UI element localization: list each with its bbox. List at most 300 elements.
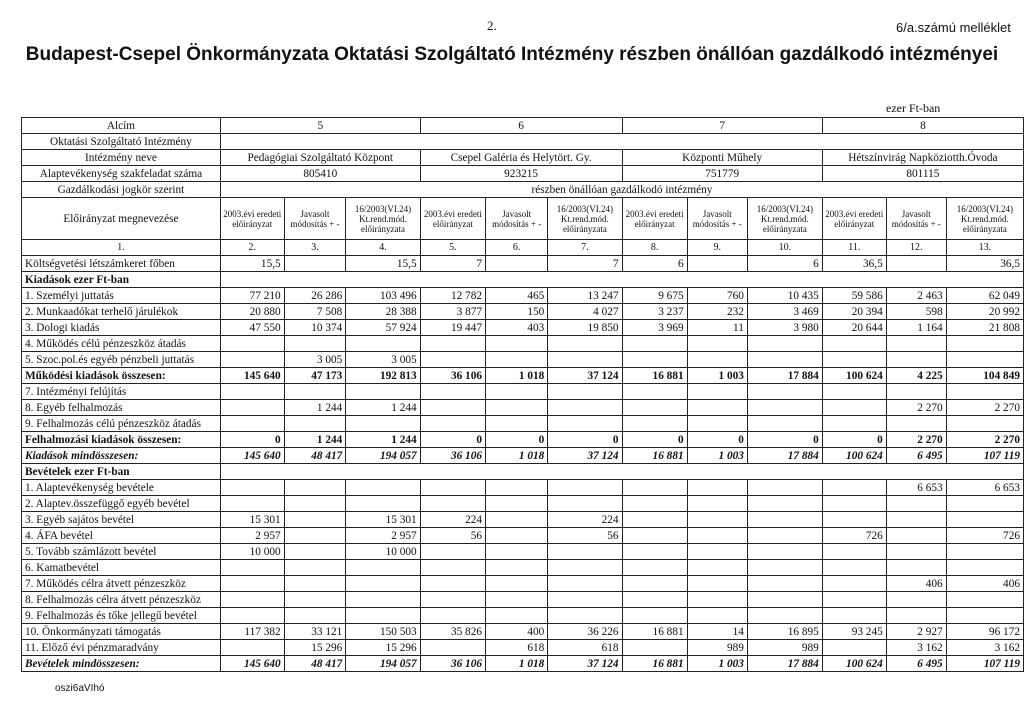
table-cell	[822, 352, 886, 368]
table-cell	[687, 592, 747, 608]
alcim-row	[22, 118, 1024, 134]
column-number: 1.	[22, 240, 221, 256]
row-label: 2. Munkaadókat terhelő járulékok	[22, 304, 221, 320]
table-cell: 107 119	[946, 656, 1023, 672]
budget-table	[21, 117, 1024, 672]
column-number-row	[22, 240, 1024, 256]
table-cell	[220, 608, 284, 624]
table-cell	[220, 576, 284, 592]
table-cell: 598	[886, 304, 946, 320]
table-cell	[284, 592, 346, 608]
table-cell: 400	[486, 624, 548, 640]
table-cell: 194 057	[346, 448, 420, 464]
table-cell	[946, 544, 1023, 560]
row-label: Bevételek ezer Ft-ban	[22, 464, 221, 480]
table-cell: 224	[548, 512, 622, 528]
table-cell: 26 286	[284, 288, 346, 304]
table-cell	[486, 608, 548, 624]
table-cell	[747, 528, 822, 544]
task-1: 805410	[220, 166, 420, 182]
table-cell	[420, 640, 485, 656]
table-cell: 145 640	[220, 368, 284, 384]
table-cell	[822, 544, 886, 560]
table-cell	[747, 576, 822, 592]
table-cell: 48 417	[284, 656, 346, 672]
table-cell	[346, 592, 420, 608]
table-cell: 1 003	[687, 448, 747, 464]
table-cell	[548, 496, 622, 512]
institution-label: Intézmény neve	[22, 150, 221, 166]
table-cell	[822, 640, 886, 656]
table-cell	[346, 576, 420, 592]
table-cell	[886, 496, 946, 512]
table-cell: 0	[822, 432, 886, 448]
table-cell: 59 586	[822, 288, 886, 304]
table-row	[22, 368, 1024, 384]
column-number: 5.	[420, 240, 485, 256]
subheader-cell: 2003.évi eredeti előirányzat	[822, 198, 886, 240]
table-cell: 19 447	[420, 320, 485, 336]
table-cell: 47 550	[220, 320, 284, 336]
row-label: 9. Felhalmozás célú pénzeszköz átadás	[22, 416, 221, 432]
row-label: 5. Szoc.pol.és egyéb pénzbeli juttatás	[22, 352, 221, 368]
table-cell: 2 957	[220, 528, 284, 544]
table-cell	[822, 400, 886, 416]
column-number: 4.	[346, 240, 420, 256]
subheader-cell: 16/2003(VI.24) Kt.rend.mód. előirányzata	[946, 198, 1023, 240]
table-cell	[747, 496, 822, 512]
table-row	[22, 480, 1024, 496]
table-cell: 0	[687, 432, 747, 448]
table-cell	[946, 496, 1023, 512]
table-cell: 2 463	[886, 288, 946, 304]
subheader-cell: Javasolt módosítás + -	[486, 198, 548, 240]
subheader-cell: Javasolt módosítás + -	[284, 198, 346, 240]
unit-label: ezer Ft-ban	[886, 101, 941, 115]
table-body	[22, 118, 1024, 672]
table-cell	[747, 592, 822, 608]
table-cell: 11	[687, 320, 747, 336]
table-cell: 103 496	[346, 288, 420, 304]
institution-4: Hétszínvirág Napköziotth.Óvoda	[822, 150, 1023, 166]
table-cell: 2 927	[886, 624, 946, 640]
table-cell	[284, 416, 346, 432]
table-cell: 192 813	[346, 368, 420, 384]
table-cell: 3 469	[747, 304, 822, 320]
table-cell: 0	[548, 432, 622, 448]
table-cell: 47 173	[284, 368, 346, 384]
table-cell	[284, 384, 346, 400]
table-cell	[420, 592, 485, 608]
table-cell: 15 301	[346, 512, 420, 528]
table-cell: 37 124	[548, 448, 622, 464]
table-cell	[687, 256, 747, 272]
table-cell: 3 162	[946, 640, 1023, 656]
table-cell	[346, 416, 420, 432]
row-label: 5. Tovább számlázott bevétel	[22, 544, 221, 560]
table-cell	[622, 608, 687, 624]
table-cell	[946, 560, 1023, 576]
table-row	[22, 560, 1024, 576]
table-cell: 96 172	[946, 624, 1023, 640]
table-cell: 100 624	[822, 368, 886, 384]
table-cell: 56	[420, 528, 485, 544]
table-cell: 104 849	[946, 368, 1023, 384]
table-cell: 1 244	[346, 400, 420, 416]
row-label: 7. Működés célra átvett pénzeszköz	[22, 576, 221, 592]
row-label: Kiadások mindösszesen:	[22, 448, 221, 464]
table-cell: 3 237	[622, 304, 687, 320]
table-cell: 6	[622, 256, 687, 272]
section-blank	[220, 464, 1023, 480]
mgmt-value: részben önállóan gazdálkodó intézmény	[220, 182, 1023, 198]
table-cell: 232	[687, 304, 747, 320]
table-cell	[548, 416, 622, 432]
table-cell: 9 675	[622, 288, 687, 304]
table-cell: 36,5	[946, 256, 1023, 272]
column-number: 2.	[220, 240, 284, 256]
table-cell	[420, 416, 485, 432]
table-cell: 16 881	[622, 448, 687, 464]
table-cell	[747, 400, 822, 416]
table-cell	[420, 496, 485, 512]
table-cell	[822, 592, 886, 608]
subheader-cell: Javasolt módosítás + -	[687, 198, 747, 240]
table-cell	[486, 496, 548, 512]
table-cell	[486, 576, 548, 592]
alcim-5: 5	[220, 118, 420, 134]
table-cell: 7	[420, 256, 485, 272]
table-cell	[886, 544, 946, 560]
document-title: Budapest-Csepel Önkormányzata Oktatási Szolgáltató Intézmény részben önállóan gazdálkodó intézményei	[25, 44, 999, 65]
table-cell	[486, 416, 548, 432]
table-cell	[622, 560, 687, 576]
table-cell	[946, 416, 1023, 432]
row-label: Kiadások ezer Ft-ban	[22, 272, 221, 288]
table-cell	[420, 576, 485, 592]
table-cell: 726	[946, 528, 1023, 544]
task-label: Alaptevékenység szakfeladat száma	[22, 166, 221, 182]
table-cell: 2 270	[886, 400, 946, 416]
table-cell	[486, 256, 548, 272]
table-cell	[486, 560, 548, 576]
table-row	[22, 576, 1024, 592]
table-row	[22, 416, 1024, 432]
table-cell	[486, 384, 548, 400]
table-row	[22, 320, 1024, 336]
table-cell: 1 018	[486, 368, 548, 384]
table-cell	[284, 544, 346, 560]
table-row	[22, 336, 1024, 352]
mgmt-label: Gazdálkodási jogkör szerint	[22, 182, 221, 198]
institution-3: Központi Műhely	[622, 150, 822, 166]
table-row	[22, 384, 1024, 400]
table-cell: 21 808	[946, 320, 1023, 336]
table-cell: 56	[548, 528, 622, 544]
mgmt-row	[22, 182, 1024, 198]
row-label: Költségvetési létszámkeret főben	[22, 256, 221, 272]
row-label: 1. Alaptevékenység bevétele	[22, 480, 221, 496]
table-cell: 6 495	[886, 656, 946, 672]
table-cell: 10 435	[747, 288, 822, 304]
table-cell	[747, 544, 822, 560]
table-cell	[622, 336, 687, 352]
table-cell	[687, 416, 747, 432]
table-cell: 4 027	[548, 304, 622, 320]
table-row	[22, 640, 1024, 656]
table-cell	[687, 496, 747, 512]
table-cell	[284, 336, 346, 352]
table-cell: 403	[486, 320, 548, 336]
table-cell	[822, 608, 886, 624]
table-cell	[886, 352, 946, 368]
table-cell	[548, 480, 622, 496]
table-cell	[747, 384, 822, 400]
table-cell	[687, 352, 747, 368]
table-cell: 10 000	[220, 544, 284, 560]
table-cell	[420, 400, 485, 416]
table-cell	[747, 560, 822, 576]
table-cell: 36 106	[420, 656, 485, 672]
table-cell: 10 374	[284, 320, 346, 336]
table-row	[22, 656, 1024, 672]
task-2: 923215	[420, 166, 622, 182]
table-cell	[886, 256, 946, 272]
table-cell: 6	[747, 256, 822, 272]
row-label: 1. Személyi juttatás	[22, 288, 221, 304]
subheader-cell: 2003.évi eredeti előirányzat	[420, 198, 485, 240]
table-cell: 20 992	[946, 304, 1023, 320]
table-row	[22, 448, 1024, 464]
table-cell	[220, 416, 284, 432]
table-row	[22, 592, 1024, 608]
table-cell	[420, 352, 485, 368]
row-label: 3. Egyéb sajátos bevétel	[22, 512, 221, 528]
table-cell	[747, 416, 822, 432]
table-cell	[220, 560, 284, 576]
row-label: 7. Intézményi felújítás	[22, 384, 221, 400]
column-number: 11.	[822, 240, 886, 256]
alcim-label: Alcím	[22, 118, 221, 134]
table-cell: 989	[747, 640, 822, 656]
table-cell	[747, 512, 822, 528]
alcim-7: 7	[622, 118, 822, 134]
column-number: 7.	[548, 240, 622, 256]
table-cell	[687, 560, 747, 576]
table-cell: 145 640	[220, 656, 284, 672]
table-cell	[622, 400, 687, 416]
table-cell: 0	[747, 432, 822, 448]
table-cell: 36 106	[420, 448, 485, 464]
table-cell	[946, 592, 1023, 608]
table-cell	[220, 384, 284, 400]
table-cell	[346, 384, 420, 400]
table-cell	[886, 384, 946, 400]
table-row	[22, 272, 1024, 288]
table-cell: 36 226	[548, 624, 622, 640]
table-cell	[420, 384, 485, 400]
table-cell: 10 000	[346, 544, 420, 560]
annex-label: 6/a.számú melléklet	[896, 20, 1011, 35]
table-cell	[822, 512, 886, 528]
table-cell	[548, 352, 622, 368]
table-cell: 2 270	[946, 400, 1023, 416]
table-cell: 48 417	[284, 448, 346, 464]
table-cell	[548, 608, 622, 624]
table-cell	[946, 608, 1023, 624]
table-cell	[687, 384, 747, 400]
org-blank	[220, 134, 1023, 150]
table-cell: 37 124	[548, 368, 622, 384]
table-cell	[886, 560, 946, 576]
table-row	[22, 528, 1024, 544]
table-cell	[822, 336, 886, 352]
column-number: 12.	[886, 240, 946, 256]
table-cell: 145 640	[220, 448, 284, 464]
table-cell	[622, 480, 687, 496]
table-cell	[548, 400, 622, 416]
institution-2: Csepel Galéria és Helytört. Gy.	[420, 150, 622, 166]
table-cell: 13 247	[548, 288, 622, 304]
table-cell: 28 388	[346, 304, 420, 320]
table-cell	[747, 352, 822, 368]
subheader-cell: 16/2003(VI.24) Kt.rend.mód. előirányzata	[346, 198, 420, 240]
table-cell	[486, 400, 548, 416]
table-cell: 465	[486, 288, 548, 304]
subheader-cell: 16/2003(VI.24) Kt.rend.mód. előirányzata	[747, 198, 822, 240]
table-cell: 1 003	[687, 368, 747, 384]
table-cell: 14	[687, 624, 747, 640]
table-cell: 107 119	[946, 448, 1023, 464]
table-cell: 17 884	[747, 656, 822, 672]
table-row	[22, 288, 1024, 304]
row-label: 8. Egyéb felhalmozás	[22, 400, 221, 416]
table-cell	[687, 528, 747, 544]
table-cell	[822, 576, 886, 592]
table-cell: 36 106	[420, 368, 485, 384]
table-cell	[486, 528, 548, 544]
table-cell	[622, 512, 687, 528]
table-cell	[622, 640, 687, 656]
table-cell: 15 301	[220, 512, 284, 528]
table-cell	[886, 608, 946, 624]
table-cell: 12 782	[420, 288, 485, 304]
org-row	[22, 134, 1024, 150]
row-label: 6. Kamatbevétel	[22, 560, 221, 576]
table-cell	[486, 544, 548, 560]
alcim-8: 8	[822, 118, 1023, 134]
table-cell	[284, 256, 346, 272]
table-cell	[346, 336, 420, 352]
table-cell: 57 924	[346, 320, 420, 336]
table-cell: 760	[687, 288, 747, 304]
table-cell	[220, 592, 284, 608]
table-cell: 93 245	[822, 624, 886, 640]
table-cell: 33 121	[284, 624, 346, 640]
table-cell	[220, 640, 284, 656]
table-cell	[886, 416, 946, 432]
table-row	[22, 496, 1024, 512]
row-label: 10. Önkormányzati támogatás	[22, 624, 221, 640]
column-number: 10.	[747, 240, 822, 256]
table-cell	[346, 496, 420, 512]
table-cell: 3 980	[747, 320, 822, 336]
org-label: Oktatási Szolgáltató Intézmény	[22, 134, 221, 150]
table-cell	[886, 336, 946, 352]
table-cell	[622, 544, 687, 560]
table-cell: 2 270	[886, 432, 946, 448]
table-cell: 62 049	[946, 288, 1023, 304]
table-cell: 35 826	[420, 624, 485, 640]
subheader-row	[22, 198, 1024, 240]
institution-row	[22, 150, 1024, 166]
alcim-6: 6	[420, 118, 622, 134]
row-label: 3. Dologi kiadás	[22, 320, 221, 336]
table-cell	[687, 576, 747, 592]
task-row	[22, 166, 1024, 182]
table-cell	[346, 608, 420, 624]
table-cell: 3 005	[284, 352, 346, 368]
table-cell	[687, 480, 747, 496]
table-cell: 77 210	[220, 288, 284, 304]
table-cell	[747, 608, 822, 624]
table-cell: 0	[486, 432, 548, 448]
table-cell: 1 018	[486, 656, 548, 672]
table-cell: 6 495	[886, 448, 946, 464]
table-cell	[622, 416, 687, 432]
table-cell: 0	[622, 432, 687, 448]
table-cell: 7	[548, 256, 622, 272]
row-label: 4. ÁFA bevétel	[22, 528, 221, 544]
table-cell: 1 244	[346, 432, 420, 448]
subheader-cell: 2003.évi eredeti előirányzat	[220, 198, 284, 240]
table-cell	[622, 384, 687, 400]
table-cell	[687, 400, 747, 416]
table-cell	[420, 608, 485, 624]
table-cell	[486, 512, 548, 528]
table-row	[22, 256, 1024, 272]
table-cell	[420, 336, 485, 352]
table-cell	[346, 560, 420, 576]
table-row	[22, 464, 1024, 480]
table-cell: 194 057	[346, 656, 420, 672]
column-number: 8.	[622, 240, 687, 256]
table-cell	[747, 480, 822, 496]
table-row	[22, 400, 1024, 416]
table-cell	[284, 480, 346, 496]
table-cell	[346, 480, 420, 496]
table-cell: 36,5	[822, 256, 886, 272]
table-cell: 100 624	[822, 656, 886, 672]
task-4: 801115	[822, 166, 1023, 182]
table-cell: 117 382	[220, 624, 284, 640]
table-cell: 3 969	[622, 320, 687, 336]
table-cell	[220, 400, 284, 416]
task-3: 751779	[622, 166, 822, 182]
table-cell: 1 244	[284, 432, 346, 448]
table-cell	[486, 336, 548, 352]
table-cell	[886, 528, 946, 544]
table-cell	[822, 480, 886, 496]
table-cell: 1 244	[284, 400, 346, 416]
table-cell: 1 018	[486, 448, 548, 464]
table-cell: 406	[946, 576, 1023, 592]
column-number: 9.	[687, 240, 747, 256]
subheader-cell: 16/2003(VI.24) Kt.rend.mód. előirányzata	[548, 198, 622, 240]
table-cell	[284, 496, 346, 512]
table-cell: 0	[220, 432, 284, 448]
table-cell: 2 957	[346, 528, 420, 544]
